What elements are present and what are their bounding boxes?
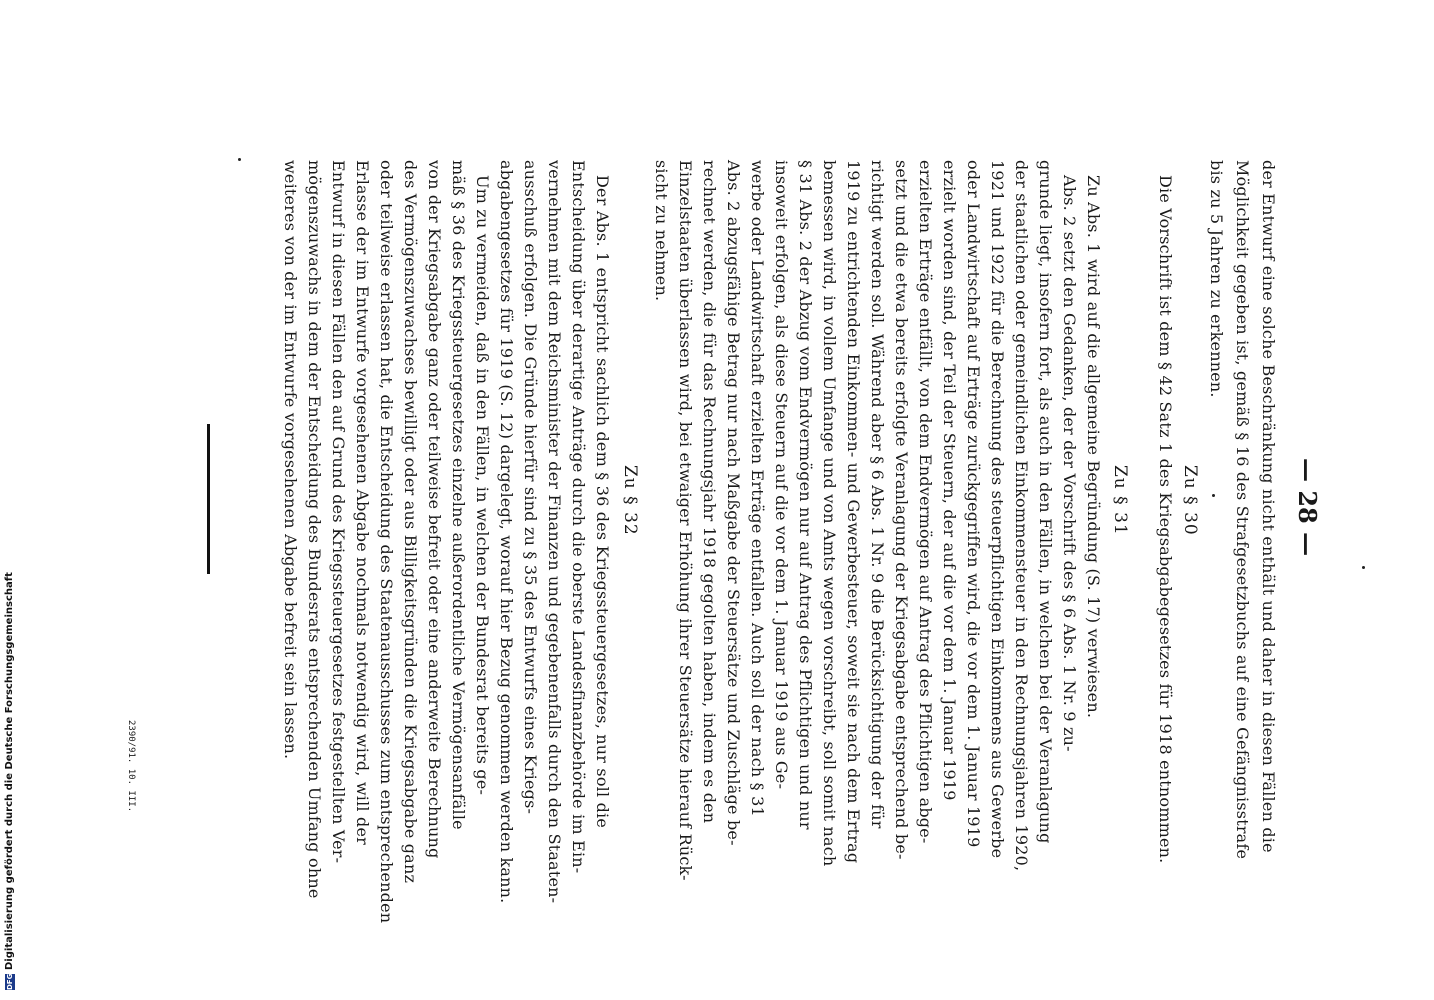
section-32-line-14: weiteres von der im Entwurfe vorgesehenen Abgabe befreit sein lassen. xyxy=(281,160,300,760)
digitization-credit-text: Digitalisierung gefördert durch die Deutsche Forschungsgemeinschaft xyxy=(4,572,15,970)
section-31-line-10: richtigt werden soll. Während aber § 6 Abs. 1 Nr. 9 die Berücksichtigung der für xyxy=(868,160,887,829)
section-32-line-10: oder teilweise erlassen hat, die Entscheidung des Staatenausschusses zum entsprechenden xyxy=(377,160,396,924)
scan-speck xyxy=(1212,494,1215,497)
intro-line-2: Möglichkeit gegeben ist, gemäß § 16 des Strafgesetzbuchs auf eine Gefängnisstrafe xyxy=(1233,160,1252,860)
intro-line-3: bis zu 5 Jahren zu erkennen. xyxy=(1207,160,1226,398)
section-31-line-14: insoweit erfolgen, als diese Steuern auf die vor dem 1. Januar 1919 aus Ge- xyxy=(772,160,791,790)
scan-speck xyxy=(238,158,241,161)
section-32-line-6: Um zu vermeiden, daß in den Fällen, in welchen der Bundesrat bereits ge- xyxy=(473,175,492,796)
section-32-line-3: vernehmen mit dem Reichsminister der Finanzen und gegebenenfalls durch den Staaten- xyxy=(545,160,564,904)
dfg-logo: DFG xyxy=(5,973,14,990)
section-32-line-12: Entwurf in diesen Fällen den auf Grund des Kriegssteuergesetzes festgestellten Ver- xyxy=(329,160,348,864)
section-32-line-8: von der Kriegsabgabe ganz oder teilweise befreit oder eine anderweite Berechnung xyxy=(425,160,444,859)
section-31-line-3: grunde liegt, insofern fort, als auch in den Fällen, in welchen bei der Veranlagung xyxy=(1036,160,1055,844)
section-31-line-6: oder Landwirtschaft auf Erträge zurückgegriffen wird, die vor dem 1. Januar 1919 xyxy=(964,160,983,848)
section-32-line-11: Erlasse der im Entwurfe vorgesehenen Abgabe nochmals notwendig wird, will der xyxy=(353,160,372,845)
section-32-line-7: mäß § 36 des Kriegssteuergesetzes einzelne außerordentliche Vermögensanfälle xyxy=(449,160,468,830)
section-31-line-4: der staatlichen oder gemeindlichen Einkommensteuer in den Rechnungsjahren 1920, xyxy=(1012,160,1031,872)
section-32-line-5: abgabengesetzes für 1919 (S. 12) dargelegt, worauf hier Bezug genommen werden kann. xyxy=(497,160,516,904)
section-32-line-1: Der Abs. 1 entspricht sachlich dem § 36 des Kriegssteuergesetzes, nur soll die xyxy=(593,175,612,828)
section-31-line-19: sicht zu nehmen. xyxy=(652,160,671,302)
section-31-line-11: 1919 zu entrichtenden Einkommen- und Gewerbesteuer, soweit sie nach dem Ertrag xyxy=(844,160,863,864)
digitization-credit xyxy=(4,572,15,990)
section-32-line-9: des Vermögenszuwachses bewilligt oder aus Billigkeitsgründen die Kriegsabgabe ganz xyxy=(401,160,420,884)
intro-line-1: der Entwurf eine solche Beschränkung nicht enthält und daher in diesen Fällen die xyxy=(1259,160,1278,853)
section-31-line-13: § 31 Abs. 2 der Abzug vom Endvermögen nur auf Antrag des Pflichtigen und nur xyxy=(796,160,815,830)
section-31-line-5: 1921 und 1922 für die Berechnung des steuerpflichtigen Einkommens aus Gewerbe xyxy=(988,160,1007,859)
page-number: — 28 — xyxy=(1293,458,1322,557)
section-31-line-2: Abs. 2 setzt den Gedanken, der der Vorschrift des § 6 Abs. 1 Nr. 9 zu- xyxy=(1060,175,1079,752)
footer-print-code: 2390/91. 10. III. xyxy=(126,720,136,813)
section-end-rule xyxy=(207,424,210,574)
section-32-heading: Zu § 32 xyxy=(620,465,640,536)
section-31-heading: Zu § 31 xyxy=(1110,465,1130,536)
section-31-line-8: erzielten Erträge entfällt, von dem Endvermögen auf Antrag des Pflichtigen abge- xyxy=(916,160,935,844)
section-32-line-13: mögenszuwachs in dem der Entscheidung des Bundesrats entsprechenden Umfang ohne xyxy=(305,160,324,899)
section-31-line-17: rechnet werden, die für das Rechnungsjahr 1918 gegolten haben, indem es den xyxy=(700,160,719,824)
section-32-line-4: ausschuß erfolgen. Die Gründe hierfür sind zu § 35 des Entwurfs eines Kriegs- xyxy=(521,160,540,815)
section-31-line-16: Abs. 2 abzugsfähige Betrag nur nach Maßgabe der Steuersätze und Zuschläge be- xyxy=(724,160,743,846)
section-31-line-18: Einzelstaaten überlassen wird, bei etwaiger Erhöhung ihrer Steuersätze hierauf Rück- xyxy=(676,160,695,881)
section-32-line-2: Entscheidung über derartige Anträge durch die oberste Landesfinanzbehörde im Ein- xyxy=(569,160,588,874)
section-31-line-7: erzielt worden sind, der Teil der Steuern, der auf die vor dem 1. Januar 1919 xyxy=(940,160,959,801)
section-31-line-1: Zu Abs. 1 wird auf die allgemeine Begründung (S. 17) verwiesen. xyxy=(1084,175,1103,719)
section-31-line-12: bemessen wird, in vollem Umfange und von Amts wegen vorschreibt, soll somit nach xyxy=(820,160,839,867)
section-30-line-1: Die Vorschrift ist dem § 42 Satz 1 des Kriegsabgabegesetzes für 1918 entnommen. xyxy=(1156,175,1175,864)
section-30-heading: Zu § 30 xyxy=(1180,465,1200,536)
section-31-line-9: setzt und die etwa bereits erfolgte Veranlagung der Kriegsabgabe entsprechend be- xyxy=(892,160,911,860)
section-31-line-15: werbe oder Landwirtschaft erzielten Erträge entfallen. Auch soll der nach § 31 xyxy=(748,160,767,817)
scan-speck xyxy=(1362,566,1365,569)
